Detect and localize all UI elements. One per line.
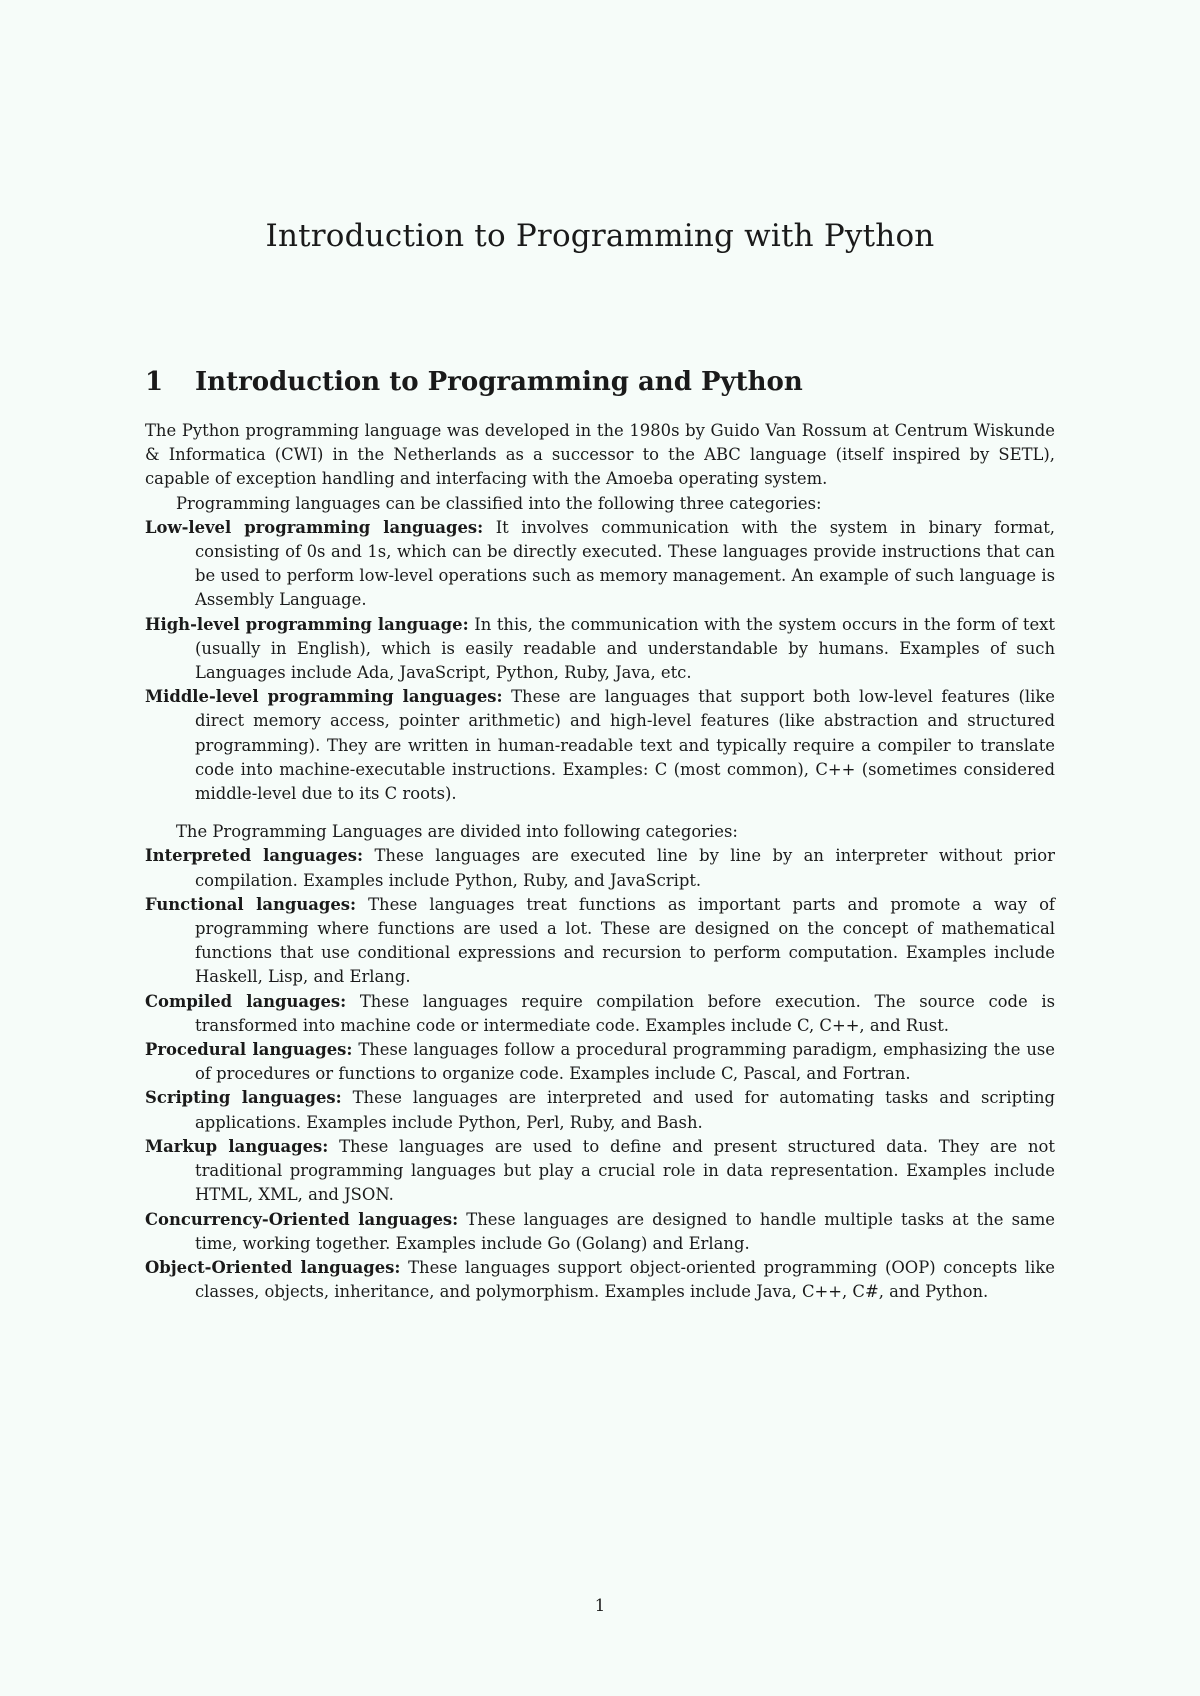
list-item bbox=[145, 893, 1055, 990]
list-item-text: In this, the communication with the system occurs in the form of text (usually in English), which is easily readable and understandable by humans. Examples of such Languages include Ada, JavaScript, Python, Ruby, Java, etc. bbox=[195, 614, 1055, 683]
list-item-term: Concurrency-Oriented languages: bbox=[145, 1209, 459, 1229]
list-item bbox=[145, 685, 1055, 806]
list-item-text: These are languages that support both low-level features (like direct memory access, pointer arithmetic) and high-level features (like abstraction and structured programming). They are written in human-readable text and typically require a compiler to translate code into machine-executable instructions. Examples: C (most common), C++ (sometimes considered middle-level due to its C roots). bbox=[195, 687, 1055, 804]
list-item-text: These languages support object-oriented programming (OOP) concepts like classes, objects, inheritance, and polymorphism. Examples include Java, C++, C#, and Python. bbox=[195, 1257, 1055, 1302]
list-item bbox=[145, 1086, 1055, 1134]
list-item bbox=[145, 1208, 1055, 1256]
categories-intro: The Programming Languages are divided into following categories: bbox=[176, 822, 738, 842]
list-item-text: These languages follow a procedural programming paradigm, emphasizing the use of procedures or functions to organize code. Examples include C, Pascal, and Fortran. bbox=[195, 1040, 1056, 1084]
list-item-text: These languages are interpreted and used for automating tasks and scripting applications. Examples include Python, Perl, Ruby, and Bash. bbox=[195, 1088, 1055, 1132]
list-item-text: It involves communication with the system in binary format, consisting of 0s and 1s, which can be directly executed. These languages provide instructions that can be used to perform low-level operations such as memory management. An example of such language is Assembly Language. bbox=[195, 517, 1055, 610]
list-item bbox=[145, 1038, 1055, 1086]
section-number: 1 bbox=[145, 367, 164, 397]
intro-paragraph: The Python programming language was developed in the 1980s by Guido Van Rossum at Centrum Wiskunde & Informatica (CWI) in the Netherlands as a successor to the ABC language (itself inspired by SETL), capable of exception handling and interfacing with the Amoeba operating system. bbox=[145, 421, 1055, 489]
list-item-text: These languages treat functions as important parts and promote a way of programming where functions are used a lot. These are designed on the concept of mathematical functions that use conditional expressions and recursion to perform computation. Examples include Haskell, Lisp, and Erlang. bbox=[195, 894, 1055, 987]
document-title: Introduction to Programming with Python bbox=[265, 218, 935, 254]
list-item-term: Markup languages: bbox=[145, 1136, 329, 1156]
categories-list bbox=[145, 844, 1055, 1304]
list-item bbox=[145, 1256, 1055, 1304]
list-item-text: These languages are executed line by line by an interpreter without prior compilation. Examples include Python, Ruby, and JavaScript. bbox=[195, 846, 1056, 890]
list-item-term: High-level programming language: bbox=[145, 614, 469, 634]
list-item-term: Object-Oriented languages: bbox=[145, 1257, 401, 1277]
list-item bbox=[145, 844, 1055, 892]
list-item-term: Scripting languages: bbox=[145, 1088, 342, 1108]
classification-intro: Programming languages can be classified into the following three categories: bbox=[176, 493, 822, 513]
list-item-term: Procedural languages: bbox=[145, 1040, 353, 1060]
list-item-term: Middle-level programming languages: bbox=[145, 687, 503, 707]
list-item bbox=[145, 516, 1055, 613]
levels-list bbox=[145, 516, 1055, 806]
document-body bbox=[145, 419, 1055, 1304]
page-number: 1 bbox=[594, 1596, 606, 1615]
list-item-text: These languages are designed to handle multiple tasks at the same time, working together. Examples include Go (Golang) and Erlang. bbox=[195, 1209, 1055, 1253]
section-title: Introduction to Programming and Python bbox=[195, 367, 803, 397]
section-heading bbox=[145, 367, 803, 397]
list-item-term: Interpreted languages: bbox=[145, 846, 364, 866]
list-item-text: These languages require compilation before execution. The source code is transformed into machine code or intermediate code. Examples include C, C++, and Rust. bbox=[195, 991, 1055, 1035]
list-item-term: Functional languages: bbox=[145, 894, 357, 914]
list-item-text: These languages are used to define and present structured data. They are not traditional programming languages but play a crucial role in data representation. Examples include HTML, XML, and JSON. bbox=[195, 1136, 1055, 1205]
list-item bbox=[145, 990, 1055, 1038]
list-item-term: Compiled languages: bbox=[145, 991, 347, 1011]
list-item-term: Low-level programming languages: bbox=[145, 517, 484, 537]
list-item bbox=[145, 613, 1055, 686]
list-item bbox=[145, 1135, 1055, 1208]
